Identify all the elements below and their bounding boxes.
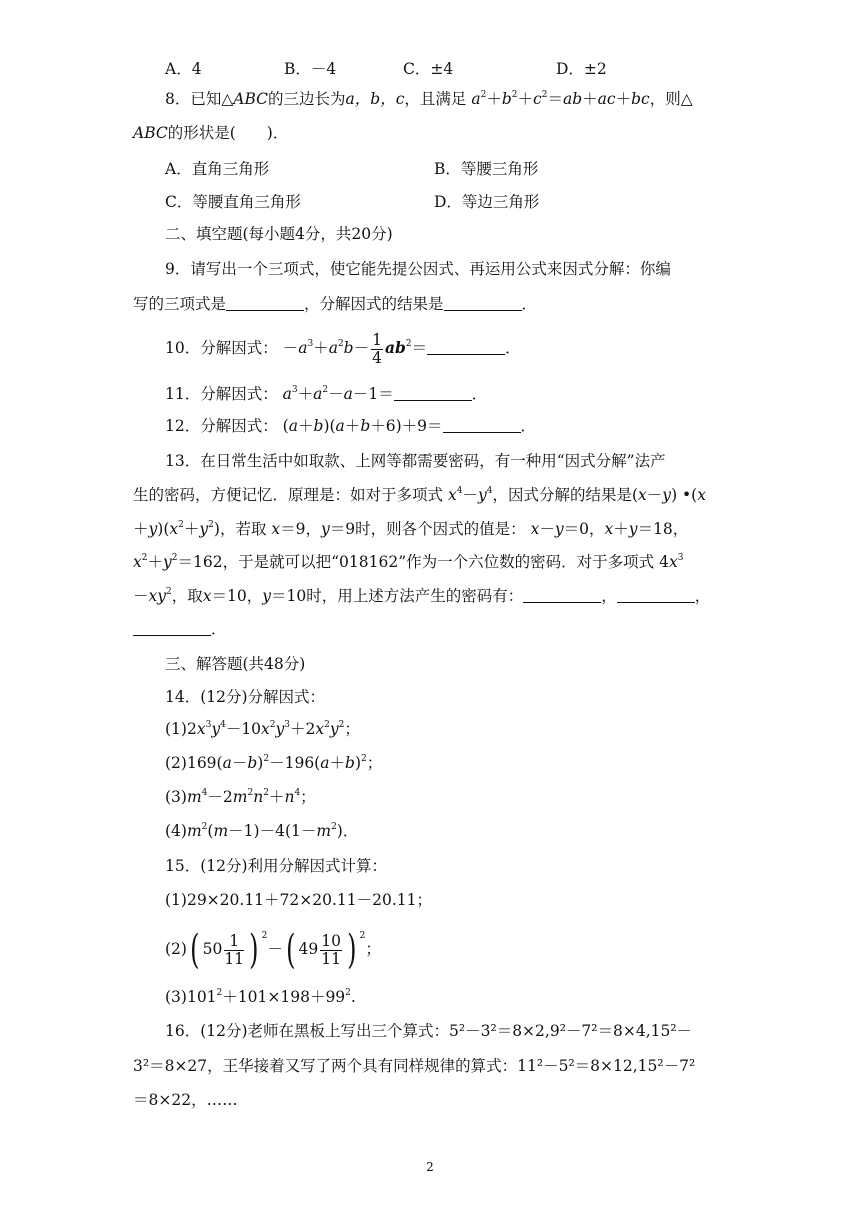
- q11-label: 11．分解因式：: [165, 385, 278, 403]
- q13-text: ，于是就可以把“018162”作为一个六位数的密码．对于多项式: [222, 553, 655, 571]
- q13-factors: (x－y) •(x: [631, 486, 706, 504]
- q13-line4: [133, 551, 683, 573]
- q15-title: 15．(12分)利用分解因式计算：: [165, 857, 388, 875]
- answer-blank[interactable]: [133, 621, 211, 636]
- q16-line1: 16．(12分)老师在黑板上写出三个算式：5²－3²＝8×2,9²－7²＝8×4,15²－: [165, 1022, 693, 1040]
- q13-values: x＝9，y＝9: [271, 520, 356, 538]
- q8-option-c: C．等腰直角三角形: [165, 193, 301, 211]
- answer-blank[interactable]: [226, 296, 304, 311]
- q9-line2: [133, 293, 537, 315]
- q8-option-a: A．直角三角形: [165, 160, 270, 178]
- q16-line3: ＝8×22，……: [133, 1091, 238, 1109]
- triangle-name: ABC: [233, 90, 269, 108]
- section2-title: 二、填空题(每小题4分，共20分): [165, 225, 393, 243]
- q8-text: 的三边长为: [268, 90, 346, 108]
- q13-text: ，若取: [219, 520, 267, 538]
- q14-title: 14．(12分)分解因式：: [165, 688, 326, 706]
- q8-option-b: B．等腰三角形: [434, 160, 539, 178]
- q7-option-b: B．－4: [284, 60, 337, 78]
- q8-line1: [165, 88, 693, 110]
- answer-blank[interactable]: [617, 588, 695, 603]
- answer-blank[interactable]: [427, 340, 505, 355]
- q13-factors: $+y)(x^2+y^2)$: [133, 520, 220, 538]
- answer-blank[interactable]: [523, 588, 601, 603]
- q8-text: ，则△: [649, 90, 693, 108]
- q13-poly2: $4x^3$: [659, 553, 684, 571]
- answer-blank[interactable]: [394, 386, 472, 401]
- q13-results: $x^2+y^2=162$: [133, 553, 223, 571]
- q10-label: 10．分解因式：: [165, 339, 278, 357]
- q13-text: ，因式分解的结果是: [492, 486, 632, 504]
- q16-line2: 3²＝8×27，王华接着又写了两个具有同样规律的算式：11²－5²＝8×12,15²－7²: [133, 1057, 696, 1075]
- q14-part2: $(2)169(a-b)^2-196(a+b)^2$；: [165, 754, 383, 772]
- answer-blank[interactable]: [444, 296, 522, 311]
- q8-sides: a，b，c: [345, 90, 405, 108]
- q9-text: ，分解因式的结果是: [304, 295, 444, 313]
- q13-line1: 13．在日常生活中如取款、上网等都需要密码，有一种用“因式分解”法产: [165, 452, 666, 470]
- q14-part1: $(1)2x^3y^4-10x^2y^3+2x^2y^2$；: [165, 720, 360, 738]
- q12-label: 12．分解因式：: [165, 417, 278, 435]
- q13-text: 时，用上述方法产生的密码有：: [306, 587, 524, 605]
- q13-text: 生的密码，方便记忆．原理是：如对于多项式: [133, 486, 444, 504]
- q13-results: x－y＝0，x＋y＝18，: [530, 520, 689, 538]
- q13-poly2: $-xy^2$: [133, 587, 172, 605]
- answer-blank[interactable]: [443, 418, 521, 433]
- q13-poly: $x^4-y^4$: [447, 486, 493, 504]
- q10-expression: $-a^3+a^2b-$ $\frac{1}{4}$ $ab^2=$: [282, 330, 428, 367]
- q7-option-c: C．±4: [403, 60, 454, 78]
- section3-title: 三、解答题(共48分): [165, 655, 306, 673]
- q13-line3: [133, 518, 688, 540]
- q8-text: 的形状是( )．: [167, 124, 289, 142]
- q13-line5: $-xy^2$，取x＝10，y＝10时，用上述方法产生的密码有： ， ，: [133, 587, 711, 605]
- q15-part2: (2)( 50 $\frac{1}{11}$ ) $^2$－( 49 $\frac{10}{11}$ ) $^2$；: [165, 927, 381, 973]
- q13-line6: ．: [133, 618, 227, 640]
- q13-line2: [133, 484, 706, 506]
- q11-expression: $a^3+a^2-a-1=$: [282, 385, 394, 403]
- q15-part1: (1)29×20.11＋72×20.11－20.11；: [165, 891, 432, 909]
- q14-part3: $(3)m^4-2m^2n^2+n^4$；: [165, 788, 316, 806]
- q8-text: 8．已知△: [165, 90, 234, 108]
- q12-expression: (a＋b)(a＋b＋6)＋9＝: [282, 417, 443, 435]
- q14-part4: $(4)m^2(m-1)-4(1-m^2)$．: [165, 822, 359, 840]
- q8-option-d: D．等边三角形: [434, 193, 540, 211]
- q9-text: ．: [521, 295, 538, 313]
- q15-part3: $(3)101^2+101\times 198+99^2$.: [165, 988, 356, 1006]
- q11-line: 11．分解因式： $a^3+a^2-a-1=$ ．: [165, 385, 488, 403]
- q9-line1: 9．请写出一个三项式，使它能先提公因式、再运用公式来因式分解：你编: [165, 260, 671, 278]
- q8-condition: $a^2+b^2+c^2=ab+ac+bc$: [471, 90, 650, 108]
- q7-option-d: D．±2: [556, 60, 607, 78]
- q13-values2: x＝10，y＝10: [202, 587, 307, 605]
- q8-line2: [133, 122, 288, 144]
- q13-text: ，取: [171, 587, 203, 605]
- q8-text: ，且满足: [404, 90, 467, 108]
- triangle-name: ABC: [133, 124, 168, 142]
- page-number: 2: [426, 1160, 434, 1174]
- q10-line: 10．分解因式： $-a^3+a^2b-$ $\frac{1}{4}$ $ab^2=$ ．: [165, 330, 521, 367]
- q12-line: 12．分解因式： (a＋b)(a＋b＋6)＋9＝ ．: [165, 417, 537, 435]
- q7-option-a: A．4: [165, 60, 202, 78]
- q13-text: 时，则各个因式的值是：: [355, 520, 526, 538]
- q9-text: 写的三项式是: [133, 295, 227, 313]
